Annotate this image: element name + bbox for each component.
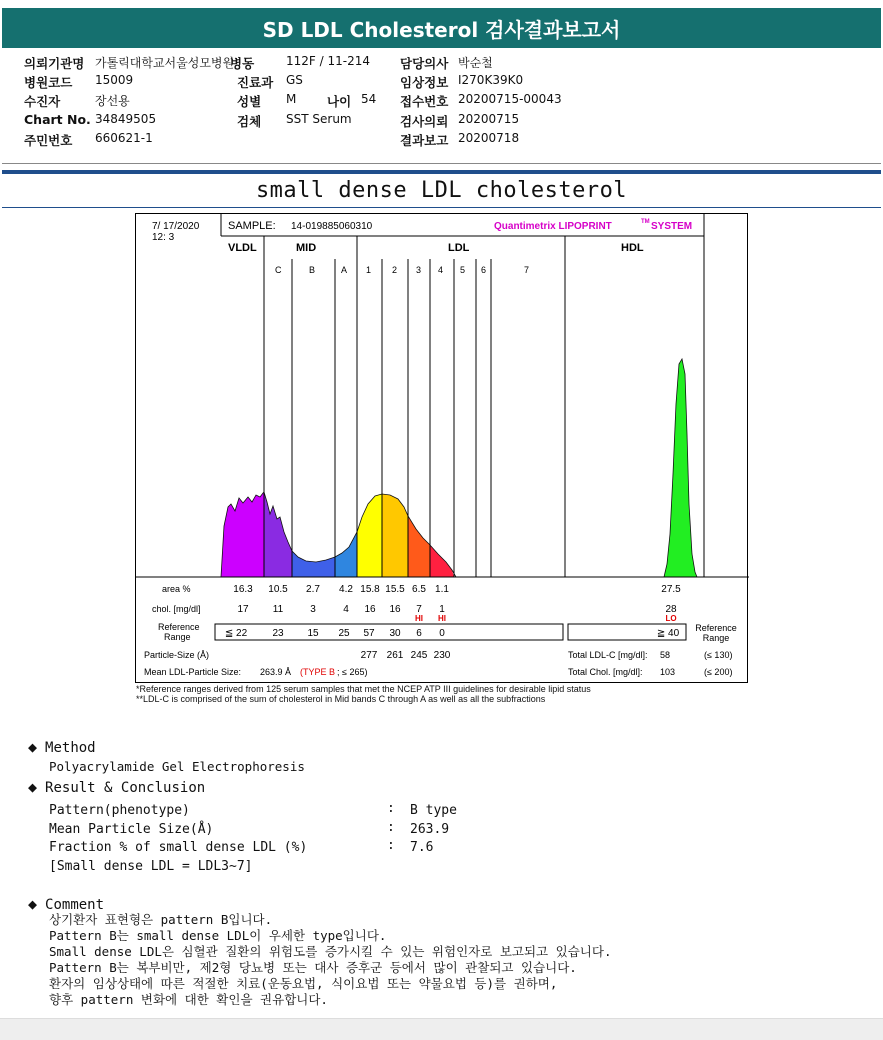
- info-value: I270K39K0: [458, 73, 524, 87]
- method-heading: [28, 738, 96, 756]
- ref-ldl4: 0: [439, 628, 445, 639]
- band-label-4: 4: [438, 265, 444, 275]
- info-label: Chart No.: [24, 112, 91, 127]
- page-bottom-band: [0, 1018, 883, 1040]
- diamond-bullet-icon: ◆: [28, 778, 38, 796]
- report-title-bar: [2, 8, 881, 48]
- flag-ldl3: HI: [415, 614, 423, 623]
- lipoprint-report: [135, 213, 748, 683]
- band-label-c: C: [275, 265, 282, 275]
- info-value: 20200715-00043: [458, 92, 562, 106]
- comment-line: Pattern B는 복부비만, 제2형 당뇨병 또는 대사 증후군 등에서 많이 관찰되고 있습니다.: [49, 960, 577, 975]
- info-row: [24, 92, 874, 110]
- particle-ldl2: 261: [386, 650, 404, 661]
- ref-right-label1: Reference: [695, 623, 737, 633]
- result-heading: [28, 778, 205, 796]
- row-label-area: area %: [162, 584, 191, 594]
- age-value: 54: [361, 92, 377, 106]
- report-title: SD LDL Cholesterol 검사결과보고서: [262, 17, 621, 42]
- row-label-ref1: Reference: [158, 622, 200, 632]
- info-value: SST Serum: [286, 112, 352, 126]
- info-label: 병원코드: [24, 75, 73, 90]
- ref-mid-c: 23: [272, 628, 284, 639]
- divider: [2, 163, 881, 164]
- chol-ldl3: 7: [416, 604, 422, 615]
- mean-value: 263.9 Å: [260, 667, 292, 677]
- result-value: 7.6: [410, 840, 434, 855]
- area-values: [233, 584, 681, 595]
- result-colon: :: [387, 838, 395, 853]
- brand-tm: TM: [641, 219, 650, 225]
- profile-midc-fill: [264, 492, 292, 577]
- ref-ldl2: 30: [389, 628, 401, 639]
- ref-right-label2: Range: [702, 633, 730, 643]
- comment-heading: [28, 895, 104, 913]
- area-vldl: 16.3: [233, 584, 253, 595]
- document-title: small dense LDL cholesterol: [255, 178, 628, 203]
- area-ldl4: 1.1: [435, 584, 449, 595]
- chol-mid-c: 11: [272, 604, 284, 615]
- comment-line: 환자의 임상상태에 따른 적절한 치료(운동요법, 식이요법 또는 약물요법 등)를 권하며,: [49, 976, 558, 991]
- ref-mid-a: 25: [338, 628, 350, 639]
- info-label: 임상정보: [400, 75, 449, 90]
- band-dividers: [264, 236, 704, 577]
- result-label: Fraction % of small dense LDL (%): [49, 840, 308, 855]
- band-label-6: 6: [481, 265, 487, 275]
- group-ldl: LDL: [448, 242, 470, 254]
- info-value: 박순철: [458, 56, 493, 70]
- result-colon: :: [387, 820, 395, 835]
- result-label: Mean Particle Size(Å): [49, 822, 214, 837]
- total-ldl-ref: (≤ 130): [704, 650, 733, 660]
- chol-mid-b: 3: [310, 604, 316, 615]
- info-value: 가톨릭대학교서울성모병원: [95, 56, 235, 70]
- chol-values: [237, 604, 677, 615]
- info-row: [24, 112, 874, 130]
- band-label-1: 1: [366, 265, 372, 275]
- info-label: 검체: [237, 114, 262, 129]
- group-mid: MID: [296, 242, 317, 254]
- flags: [415, 614, 677, 623]
- result-note: [Small dense LDL = LDL3~7]: [49, 859, 253, 874]
- info-row: [24, 131, 874, 149]
- info-label: 의뢰기관명: [24, 56, 85, 71]
- age-label: 나이: [327, 94, 352, 109]
- info-label: 진료과: [237, 75, 274, 90]
- sample-id: 14-019885060310: [291, 221, 373, 232]
- info-value: GS: [286, 73, 303, 87]
- area-mid-b: 2.7: [306, 584, 320, 595]
- info-value: 20200718: [458, 131, 520, 145]
- mean-type: (TYPE B: [300, 667, 336, 677]
- area-ldl3: 6.5: [412, 584, 426, 595]
- flag-ldl4: HI: [438, 614, 446, 623]
- info-label: 성별: [237, 94, 262, 109]
- chol-ldl1: 16: [364, 604, 376, 615]
- ref-ldl1: 57: [363, 628, 375, 639]
- brand-system: SYSTEM: [651, 221, 693, 232]
- row-label-chol: chol. [mg/dl]: [152, 604, 201, 614]
- mean-label: Mean LDL-Particle Size:: [144, 667, 242, 677]
- lipoprint-chart: [136, 214, 749, 684]
- ref-mid-b: 15: [307, 628, 319, 639]
- footnote-2: **LDL-C is comprised of the sum of cholesterol in Mid bands C through A as well as all the subfractions: [136, 694, 546, 704]
- ref-values: [225, 628, 680, 639]
- comment-heading-text: Comment: [45, 897, 105, 913]
- method-heading-text: Method: [45, 740, 96, 756]
- comment-line: Pattern B는 small dense LDL이 우세한 type입니다.: [49, 928, 387, 943]
- profile-ldl1-fill: [357, 494, 382, 577]
- ref-ldl3: 6: [416, 628, 422, 639]
- info-value: 15009: [95, 73, 134, 87]
- chol-vldl: 17: [237, 604, 249, 615]
- particle-values: [361, 650, 451, 661]
- group-vldl: VLDL: [228, 242, 257, 254]
- ref-hdl: ≧ 40: [656, 628, 680, 639]
- info-label: 담당의사: [400, 56, 449, 71]
- sample-label: SAMPLE:: [228, 220, 276, 232]
- band-label-b: B: [309, 265, 316, 275]
- result-colon: :: [387, 801, 395, 816]
- mean-tail: ; ≤ 265): [337, 667, 368, 677]
- chol-ldl4: 1: [439, 604, 445, 615]
- info-label: 주민번호: [24, 133, 73, 148]
- chol-hdl: 28: [665, 604, 677, 615]
- chol-mid-a: 4: [343, 604, 349, 615]
- diamond-bullet-icon: ◆: [28, 895, 38, 913]
- info-row: [24, 73, 874, 91]
- area-ldl1: 15.8: [360, 584, 380, 595]
- patient-info: [24, 54, 874, 154]
- info-label: 검사의뢰: [400, 114, 449, 129]
- chol-ldl2: 16: [389, 604, 401, 615]
- info-value: 660621-1: [95, 131, 153, 145]
- profile-hdl-fill: [664, 359, 697, 577]
- total-chol-ref: (≤ 200): [704, 667, 733, 677]
- profile-ldl4-fill: [430, 545, 454, 577]
- info-row: [24, 54, 874, 72]
- info-label: 접수번호: [400, 94, 449, 109]
- area-ldl2: 15.5: [385, 584, 405, 595]
- info-label: 수진자: [24, 94, 61, 109]
- divider-blue-thin: [2, 207, 881, 208]
- divider-blue: [2, 170, 881, 174]
- report-time: 12: 3: [152, 232, 175, 243]
- result-value: B type: [410, 803, 457, 818]
- particle-ldl1: 277: [360, 650, 378, 661]
- comment-line: Small dense LDL은 심혈관 질환의 위험도를 증가시킬 수 있는 위험인자로 보고되고 있습니다.: [49, 944, 612, 959]
- band-label-2: 2: [392, 265, 398, 275]
- result-label: Pattern(phenotype): [49, 803, 190, 818]
- particle-ldl3: 245: [410, 650, 428, 661]
- profile-vldl-fill: [221, 492, 264, 577]
- band-label-3: 3: [416, 265, 422, 275]
- info-value: 20200715: [458, 112, 520, 126]
- flag-hdl: LO: [665, 614, 677, 623]
- area-mid-a: 4.2: [339, 584, 353, 595]
- total-chol-value: 103: [660, 667, 676, 677]
- comment-line: 상기환자 표현형은 pattern B입니다.: [49, 912, 273, 927]
- ref-vldl: ≦ 22: [224, 628, 248, 639]
- group-hdl: HDL: [621, 242, 644, 254]
- info-label: 병동: [230, 56, 255, 71]
- total-ldl-label: Total LDL-C [mg/dl]:: [568, 650, 648, 660]
- info-value: 112F / 11-214: [286, 54, 370, 68]
- footnote-1: *Reference ranges derived from 125 serum samples that met the NCEP ATP III guidelines for desirable lipid status: [136, 684, 591, 694]
- row-label-ref2: Range: [164, 632, 191, 642]
- report-date: 7/ 17/2020: [152, 221, 200, 232]
- total-ldl-value: 58: [660, 650, 671, 660]
- brand-name: Quantimetrix LIPOPRINT: [494, 221, 612, 232]
- info-label: 결과보고: [400, 133, 449, 148]
- area-hdl: 27.5: [661, 584, 681, 595]
- result-value: 263.9: [410, 822, 450, 837]
- diamond-bullet-icon: ◆: [28, 738, 38, 756]
- band-label-5: 5: [460, 265, 466, 275]
- area-mid-c: 10.5: [268, 584, 288, 595]
- total-chol-label: Total Chol. [mg/dl]:: [568, 667, 643, 677]
- info-value: M: [286, 92, 297, 106]
- profile-ldl3-fill: [408, 516, 430, 577]
- particle-ldl4: 230: [433, 650, 451, 661]
- profile-ldl2-fill: [382, 494, 408, 577]
- band-label-7: 7: [524, 265, 530, 275]
- profile-midb-fill: [292, 551, 335, 577]
- comment-line: 향후 pattern 변화에 대한 확인을 권유합니다.: [49, 992, 328, 1007]
- band-label-a: A: [341, 265, 348, 275]
- info-value: 장선용: [95, 94, 130, 108]
- particle-label: Particle-Size (Å): [144, 650, 210, 660]
- method-text: Polyacrylamide Gel Electrophoresis: [49, 759, 305, 774]
- info-value: 34849505: [95, 112, 157, 126]
- result-heading-text: Result & Conclusion: [45, 780, 206, 796]
